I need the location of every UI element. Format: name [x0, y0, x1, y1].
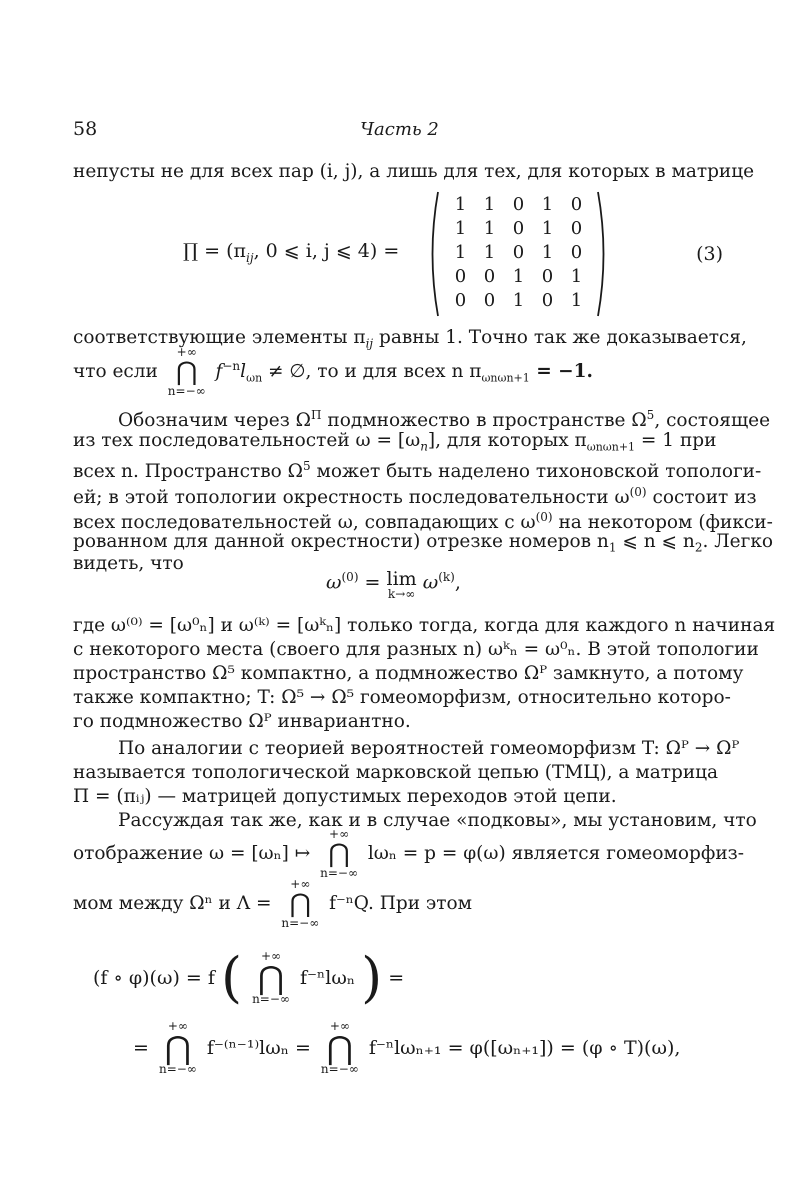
product-symbol: ∏ = (π: [183, 240, 247, 262]
matrix-cell: 1: [483, 242, 496, 263]
paragraph-line: что если +∞ ⋂ n=−∞ $f^{-n}l_{\omega n}$ ≠ ∅, то и для всех n $\pi_{\omega n\omega n+1} = -1$.: [73, 345, 593, 398]
matrix-cell: 1: [483, 194, 496, 215]
paragraph-line: всех последовательностей ω, совпадающих с $\omega^{(0)}$ на некотором (фикси-: [73, 510, 773, 534]
paragraph-line: го подмножество Ωᴾ инвариантно.: [73, 711, 411, 732]
final-equation-row2: = +∞ ⋂ n=−∞ f⁻⁽ⁿ⁻¹⁾lωₙ = +∞ ⋂ n=−∞ f⁻ⁿlωₙ₊₁ = φ([ωₙ₊₁]) = (φ ∘ T)(ω),: [133, 1019, 681, 1076]
matrix-cell: 1: [483, 218, 496, 239]
intersection-operator: +∞ ⋂ n=−∞: [252, 949, 290, 1006]
paragraph-line: также компактно; T: Ω⁵ → Ω⁵ гомеоморфизм, относительно которо-: [73, 687, 731, 708]
matrix-cell: 0: [483, 266, 496, 287]
final-equation-row1: (f ∘ φ)(ω) = f ( +∞ ⋂ n=−∞ f⁻ⁿlωₙ ) =: [93, 946, 405, 1009]
paragraph-line: отображение ω = [ωₙ] ↦ +∞ ⋂ n=−∞ lωₙ = p = φ(ω) является гомеоморфиз-: [73, 827, 745, 880]
matrix-cell: 0: [483, 290, 496, 311]
paragraph-line: мом между Ωⁿ и Λ = +∞ ⋂ n=−∞ f⁻ⁿQ. При этом: [73, 877, 473, 930]
paragraph-line: рованном для данной окрестности) отрезке номеров $n_1$ ⩽ n ⩽ $n_2$. Легко: [73, 531, 774, 555]
right-paren: [596, 190, 610, 318]
paragraph-line: из тех последовательностей $\omega = [\omega_n]$, для которых $\pi_{\omega n\omega n+1} = 1$ при: [73, 430, 717, 454]
matrix-cell: 1: [570, 266, 583, 287]
matrix-cell: 0: [512, 194, 525, 215]
matrix: [426, 190, 610, 318]
matrix-cell: 1: [541, 194, 554, 215]
matrix-cell: 1: [512, 266, 525, 287]
paragraph-line: где ω⁽⁰⁾ = [ω⁰ₙ] и ω⁽ᵏ⁾ = [ωᵏₙ] только тогда, когда для каждого n начиная: [73, 615, 776, 636]
intersection-operator: +∞ ⋂ n=−∞: [167, 345, 206, 398]
paragraph-line: всех n. Пространство $\Omega^5$ может быть наделено тихоновской топологи-: [73, 459, 762, 483]
right-big-paren: ): [361, 946, 383, 1009]
paragraph-line: видеть, что: [73, 553, 184, 574]
intersection-operator: +∞ ⋂ n=−∞: [320, 827, 358, 880]
paragraph-line: По аналогии с теорией вероятностей гомеоморфизм T: Ωᴾ → Ωᴾ: [118, 738, 740, 759]
paragraph-line: ей; в этой топологии окрестность последовательности $\omega^{(0)}$ состоит из: [73, 485, 757, 509]
matrix-grid: [446, 194, 591, 314]
matrix-cell: 1: [454, 242, 467, 263]
matrix-cell: 1: [454, 194, 467, 215]
page-number: 58: [73, 118, 98, 140]
matrix-cell: 0: [541, 266, 554, 287]
matrix-cell: 0: [570, 242, 583, 263]
paragraph-line: Рассуждая так же, как и в случае «подковы», мы установим, что: [118, 810, 757, 831]
lhs-condition: , 0 ⩽ i, j ⩽ 4) =: [253, 240, 400, 262]
matrix-cell: 0: [570, 194, 583, 215]
matrix-cell: 0: [512, 218, 525, 239]
matrix-cell: 0: [570, 218, 583, 239]
running-title: Часть 2: [360, 119, 439, 140]
equation-lhs: [183, 240, 399, 265]
paragraph-line: называется топологической марковской цепью (ТМЦ), а матрица: [73, 762, 719, 783]
left-big-paren: (: [220, 946, 243, 1009]
matrix-cell: 1: [541, 242, 554, 263]
paragraph-line: П = (πᵢⱼ) — матрицей допустимых переходов этой цепи.: [73, 786, 617, 807]
matrix-cell: 1: [570, 290, 583, 311]
intersection-operator: +∞ ⋂ n=−∞: [281, 877, 320, 930]
left-paren: [426, 190, 440, 318]
paragraph-line: с некоторого места (своего для разных n) ωᵏₙ = ω⁰ₙ. В этой топологии: [73, 639, 759, 660]
paragraph-line: пространство Ω⁵ компактно, а подмножество Ωᴾ замкнуто, а потому: [73, 663, 744, 684]
paragraph-line: соответствующие элементы $\pi_{ij}$ равны 1. Точно так же доказывается,: [73, 327, 747, 351]
matrix-cell: 0: [541, 290, 554, 311]
matrix-cell: 0: [454, 290, 467, 311]
intersection-operator: +∞ ⋂ n=−∞: [320, 1019, 359, 1076]
limit-equation: $\omega^{(0)} = \lim$ k→∞ $\omega^{(k)}$,: [326, 568, 461, 601]
equation-tag: (3): [696, 243, 723, 265]
matrix-cell: 1: [512, 290, 525, 311]
matrix-cell: 0: [454, 266, 467, 287]
matrix-cell: 0: [512, 242, 525, 263]
lhs-subscript: ij: [246, 250, 254, 265]
matrix-cell: 1: [541, 218, 554, 239]
paragraph-line: непусты не для всех пар (i, j), а лишь для тех, для которых в матрице: [73, 161, 755, 182]
matrix-cell: 1: [454, 218, 467, 239]
intersection-operator: +∞ ⋂ n=−∞: [158, 1019, 197, 1076]
paragraph-line: Обозначим через $\Omega^П$ подмножество в пространстве $\Omega^5$, состоящее: [118, 408, 771, 432]
